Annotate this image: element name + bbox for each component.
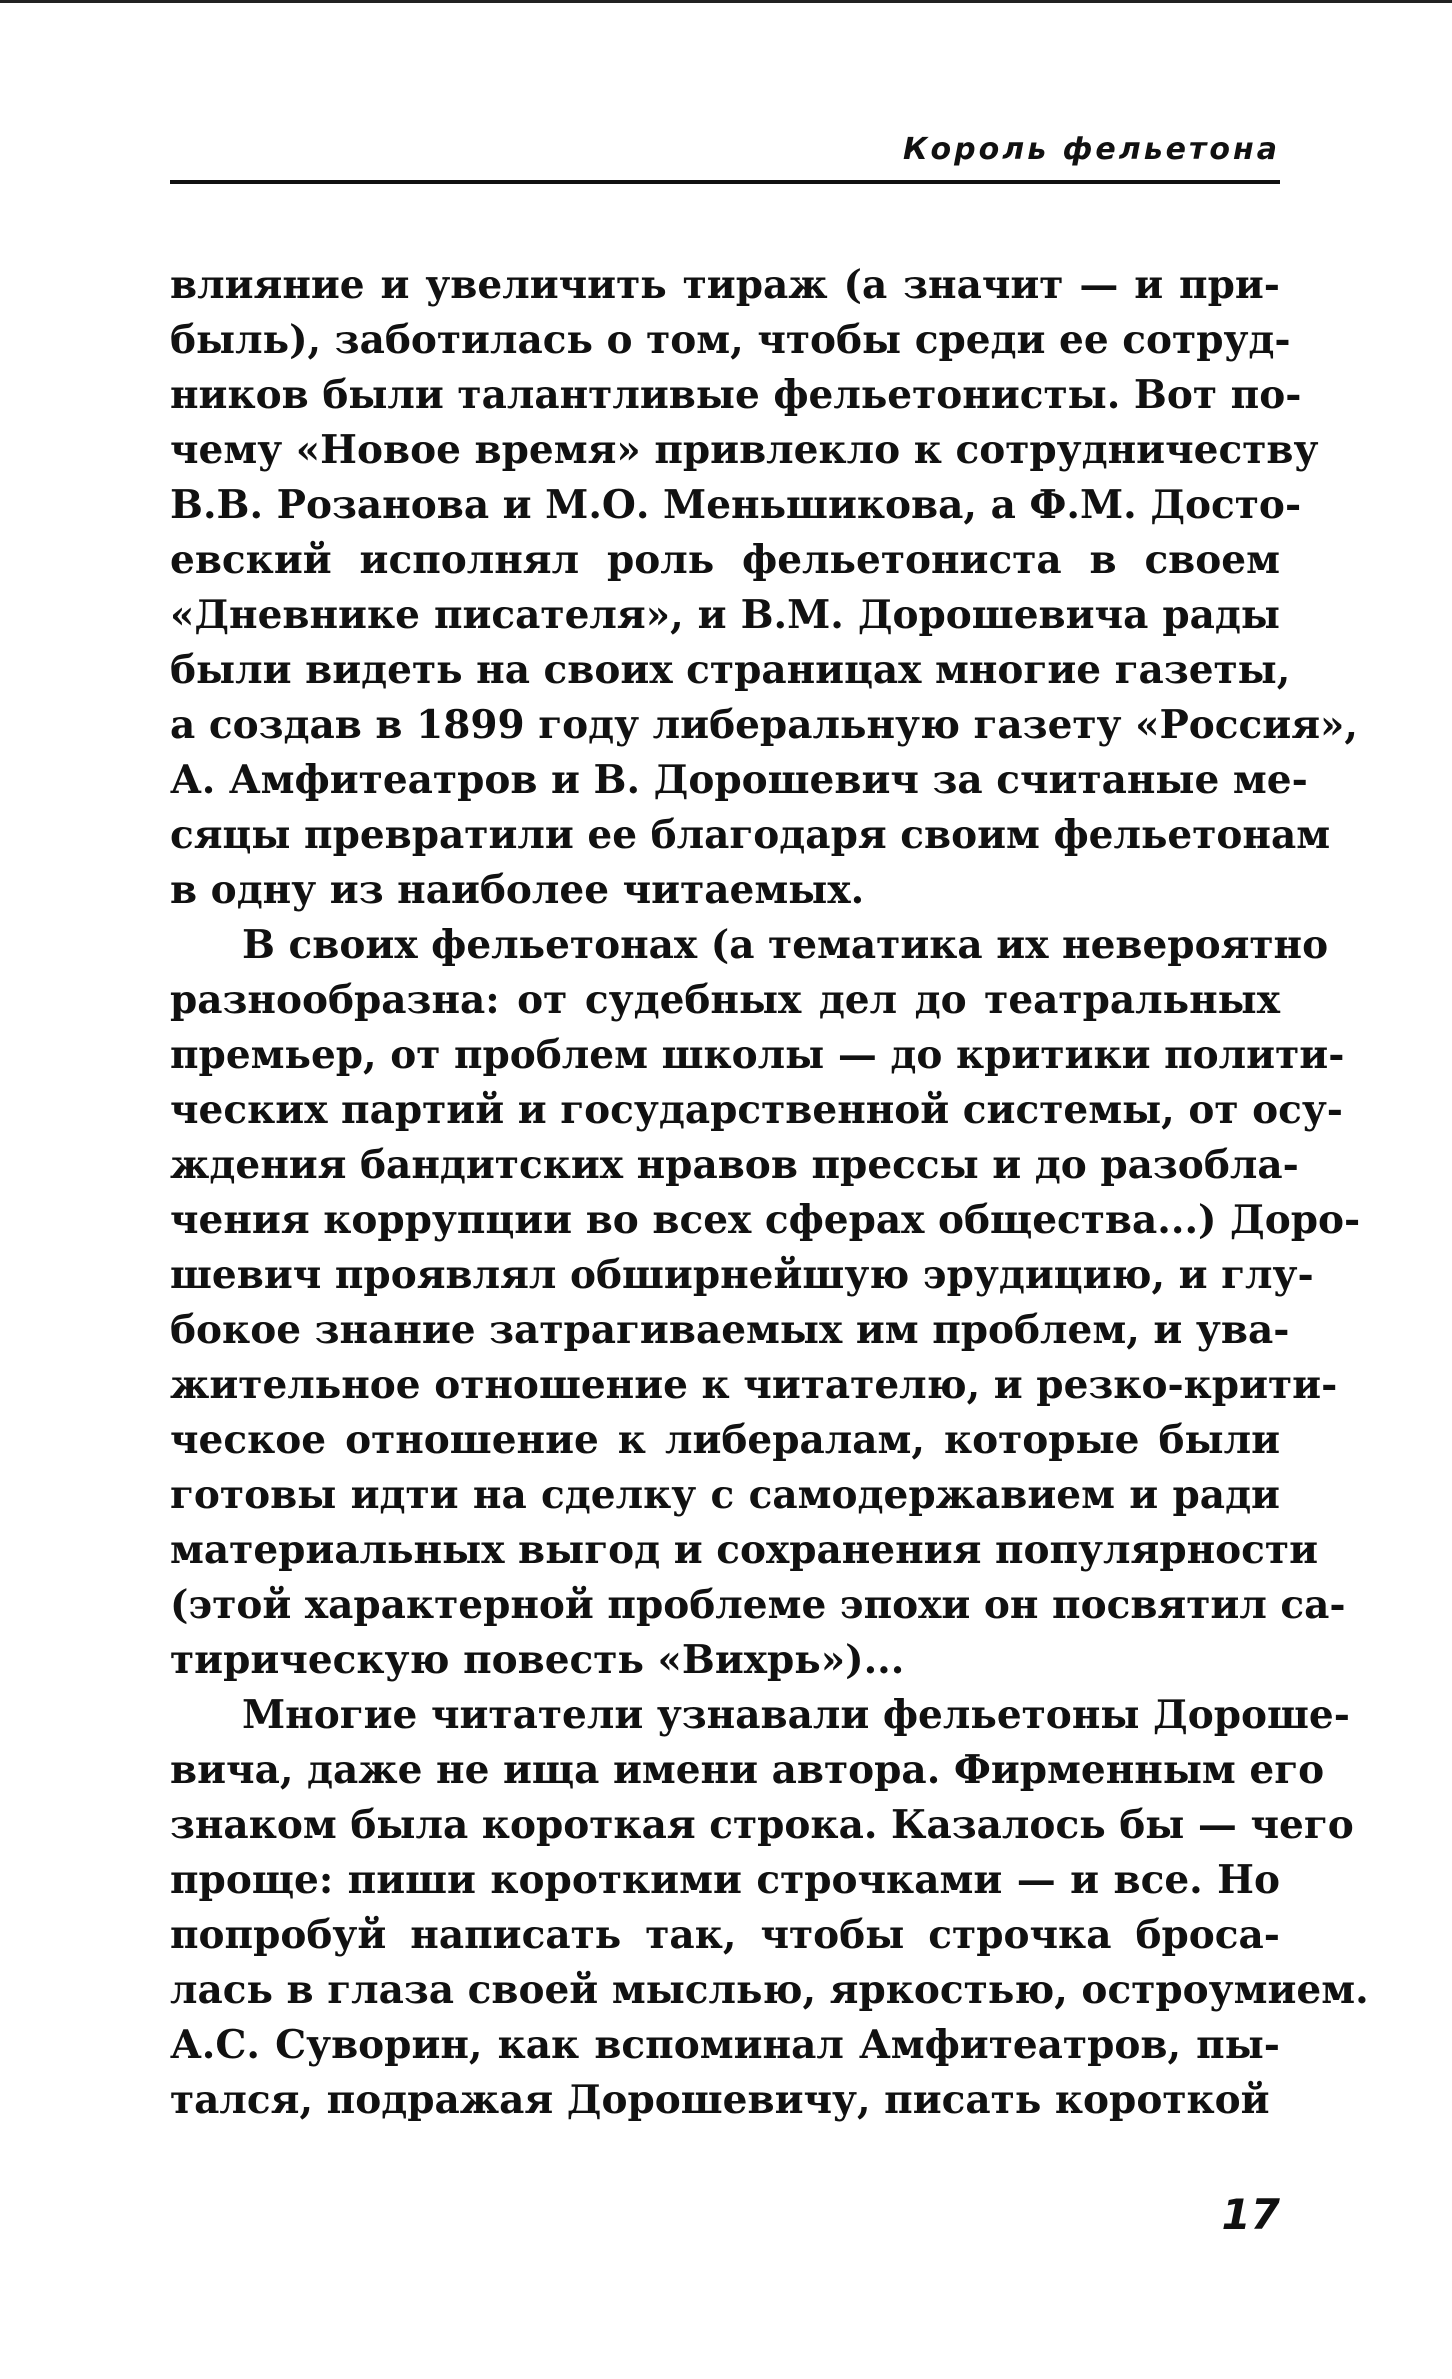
text-line: бокое знание затрагиваемых им проблем, и ува- [170,1307,1290,1353]
paragraph [170,918,1361,1688]
text-line: «Дневнике писателя», и В.М. Дорошевича рады [170,592,1280,638]
text-line: готовы идти на сделку с самодержавием и ради [170,1472,1280,1518]
text-line: а создав в 1899 году либеральную газету «Россия», [170,702,1358,748]
text-line: сяцы превратили ее благодаря своим фельетонам [170,812,1331,858]
top-edge-rule [0,0,1452,3]
text-line: ждения бандитских нравов прессы и до разобла- [170,1142,1299,1188]
text-line: знаком была короткая строка. Казалось бы — чего [170,1802,1354,1848]
text-line: А. Амфитеатров и В. Дорошевич за считаные ме- [170,757,1308,803]
text-line: проще: пиши короткими строчками — и все. Но [170,1857,1280,1903]
text-line: А.С. Суворин, как вспоминал Амфитеатров, пы- [170,2022,1280,2068]
text-line: чения коррупции во всех сферах общества...) Доро- [170,1197,1361,1243]
text-line: шевич проявлял обширнейшую эрудицию, и глу- [170,1252,1314,1298]
paragraph [170,258,1358,918]
text-line: тался, подражая Дорошевичу, писать короткой [170,2077,1270,2123]
text-line: ческое отношение к либералам, которые были [170,1417,1280,1463]
text-line: попробуй написать так, чтобы строчка броса- [170,1912,1280,1958]
text-line: быль), заботилась о том, чтобы среди ее сотруд- [170,317,1291,363]
text-line: премьер, от проблем школы — до критики полити- [170,1032,1345,1078]
text-line: тирическую повесть «Вихрь»)... [170,1637,905,1683]
text-line: в одну из наиболее читаемых. [170,867,865,913]
text-line: Многие читатели узнавали фельетоны Дороше- [242,1692,1350,1738]
text-line: ческих партий и государственной системы, от осу- [170,1087,1343,1133]
text-line: лась в глаза своей мыслью, яркостью, остроумием. [170,1967,1369,2013]
page-number: 17 [1221,2190,1280,2239]
text-line: В.В. Розанова и М.О. Меньшикова, а Ф.М. Досто- [170,482,1302,528]
text-line: были видеть на своих страницах многие газеты, [170,647,1291,693]
body-text [170,258,1369,2128]
text-line: чему «Новое время» привлекло к сотрудничеству [170,427,1319,473]
text-line: разнообразна: от судебных дел до театральных [170,977,1280,1023]
text-line: ников были талантливые фельетонисты. Вот по- [170,372,1302,418]
header-rule [170,180,1280,184]
text-line: вича, даже не ища имени автора. Фирменным его [170,1747,1325,1793]
paragraph [170,1688,1369,2128]
text-line: В своих фельетонах (а тематика их невероятно [242,922,1329,968]
text-line: (этой характерной проблеме эпохи он посвятил са- [170,1582,1346,1628]
text-line: евский исполнял роль фельетониста в своем [170,537,1280,583]
running-header: Король фельетона [903,132,1280,167]
text-line: жительное отношение к читателю, и резко-крити- [170,1362,1338,1408]
text-line: материальных выгод и сохранения популярности [170,1527,1319,1573]
text-line: влияние и увеличить тираж (а значит — и при- [170,262,1280,308]
